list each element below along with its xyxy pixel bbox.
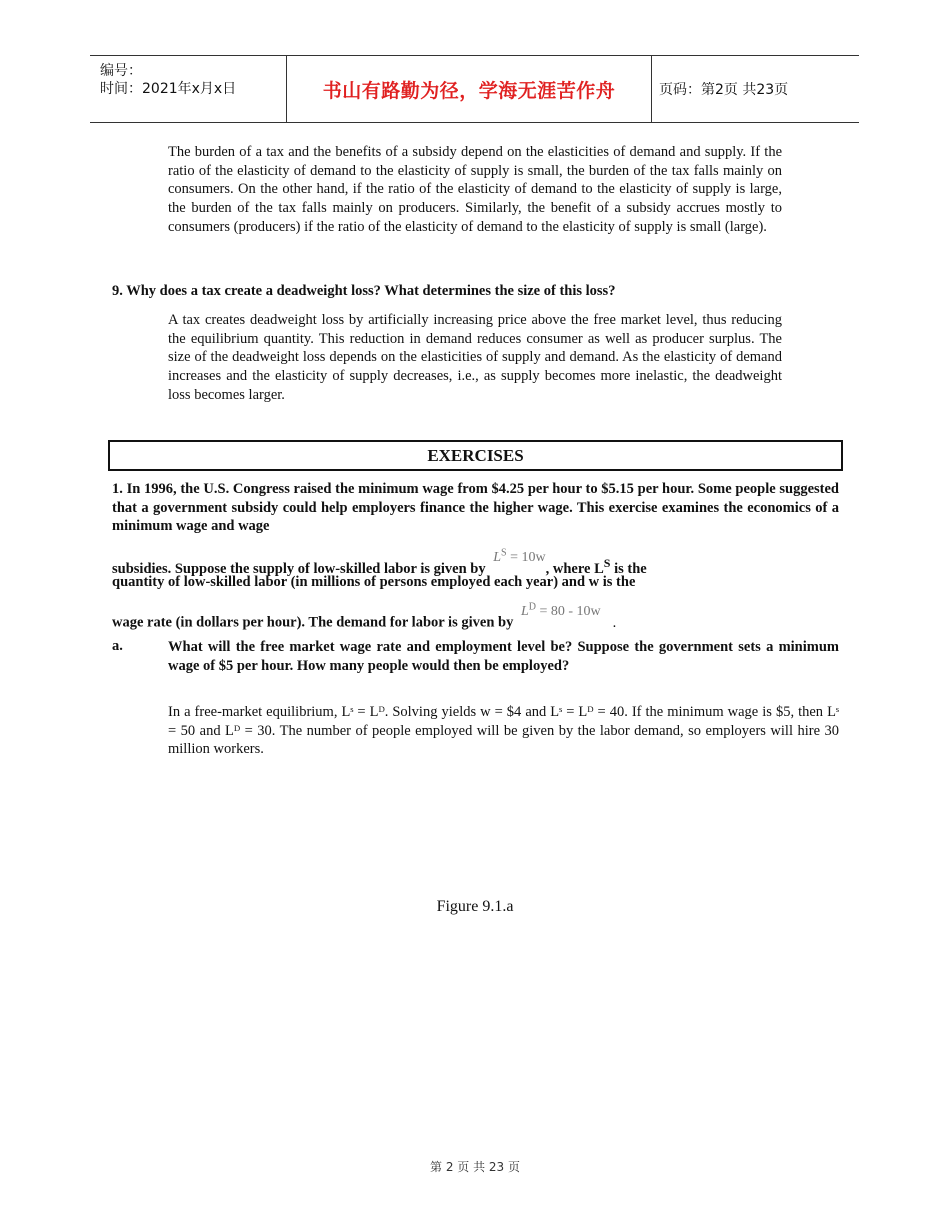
tax-burden-paragraph: The burden of a tax and the benefits of a subsidy depend on the elasticities of demand and supply. If the ratio of the elasticity of demand to the elasticity of supply is small, the burden of the tax falls mainly on consumers. On the other hand, if the ratio of the elasticity of demand to the elasticity of supply is large, the burden of the tax falls mainly on producers. Similarly, the benefit of a subsidy accrues mostly to consumers (producers) if the ratio of the elasticity of demand to the elasticity of supply is small (large). bbox=[168, 144, 782, 235]
header-motto: 书山有路勤为径，学海无涯苦作舟 bbox=[322, 79, 616, 102]
time-label: 时间：2021年x月x日 bbox=[100, 81, 237, 97]
subsidies-text: subsidies. Suppose the supply of low-skilled labor is given by bbox=[112, 560, 486, 577]
header-page-info: 页码：第2页 共23页 bbox=[659, 82, 789, 98]
exercises-heading: EXERCISES bbox=[108, 440, 843, 471]
supply-formula: $L^S = 10w$ bbox=[493, 547, 546, 565]
question-a: What will the free market wage rate and employment level be? Suppose the government sets a minimum wage of $5 per hour. How many people would then be employed? bbox=[168, 639, 839, 674]
where-text: , where L bbox=[545, 560, 604, 577]
exercise-1-supply-line: subsidies. Suppose the supply of low-skilled labor is given by $L^S = 10w$, where $L^S$ is the bbox=[112, 547, 647, 577]
question-9: 9. Why does a tax create a deadweight loss? What determines the size of this loss? bbox=[112, 283, 616, 299]
page-footer: 第 2 页 共 23 页 bbox=[430, 1160, 520, 1174]
header-motto-cell bbox=[286, 56, 652, 122]
question-a-label: a. bbox=[112, 638, 123, 654]
exercise-1-intro: 1. In 1996, the U.S. Congress raised the minimum wage from $4.25 per hour to $5.15 per hour. Some people suggested that a government subsidy could help employers finance the higher wage. This exercise examines the economics of a minimum wage and wage bbox=[112, 481, 839, 535]
number-label: 编号： bbox=[100, 63, 142, 79]
exercise-1-quantity-line: quantity of low-skilled labor (in millions of persons employed each year) and w is the bbox=[112, 574, 636, 590]
is-the-text: is the bbox=[610, 560, 647, 577]
demand-formula: $L^D = 80 - 10w$ bbox=[520, 601, 601, 619]
figure-caption: Figure 9.1.a bbox=[436, 898, 514, 915]
header-meta bbox=[90, 56, 286, 122]
answer-a: In a free-market equilibrium, Lˢ = Lᴰ. Solving yields w = $4 and Lˢ = Lᴰ = 40. If the minimum wage is $5, then Lˢ = 50 and Lᴰ = 30. The number of people employed will be given by the labor demand, so employers will hire 30 million workers. bbox=[168, 704, 839, 758]
answer-9: A tax creates deadweight loss by artificially increasing price above the free market level, thus reducing the equilibrium quantity. This reduction in demand reduces consumer as well as producer surplus. The size of the deadweight loss depends on the elasticities of supply and demand. As the elasticity of demand increases and the elasticity of supply decreases, i.e., as supply becomes more inelastic, the deadweight loss becomes larger. bbox=[168, 312, 782, 403]
page-header bbox=[90, 55, 859, 123]
header-page-cell bbox=[650, 56, 859, 122]
exercise-1-demand-line: wage rate (in dollars per hour). The demand for labor is given by $L^D = 80 - 10w$. bbox=[112, 601, 617, 631]
